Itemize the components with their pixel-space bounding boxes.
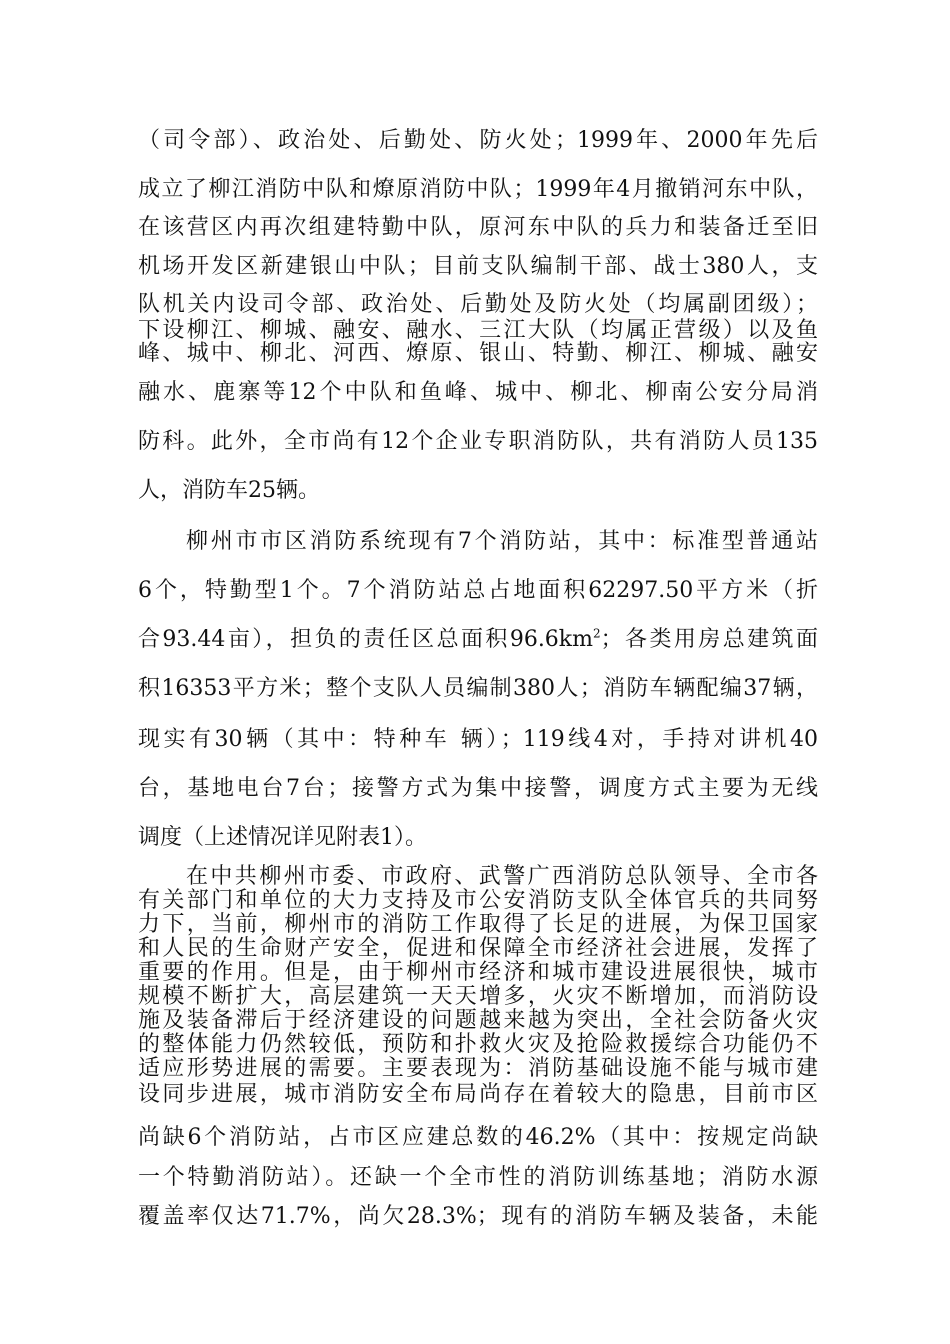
- text-line: 重要的作用。但是，由于柳州市经济和城市建设进展很快，城市: [138, 960, 818, 985]
- text-line: [138, 627, 818, 653]
- text-line: 机场开发区新建银山中队；目前支队编制干部、战士380人，支: [138, 254, 818, 279]
- text-line: 融水、鹿寨等12个中队和鱼峰、城中、柳北、柳南公安分局消: [138, 380, 818, 405]
- text-line: 尚缺6个消防站，占市区应建总数的46.2%（其中：按规定尚缺: [138, 1125, 818, 1150]
- text-line: 下设柳江、柳城、融安、融水、三江大队（均属正营级）以及鱼: [138, 318, 818, 343]
- text-line: 积16353平方米；整个支队人员编制380人；消防车辆配编37辆，: [138, 676, 818, 701]
- text-line: 人，消防车25辆。: [138, 478, 320, 503]
- text-line: 峰、城中、柳北、河西、燎原、银山、特勤、柳江、柳城、融安: [138, 341, 818, 366]
- text-line: 和人民的生命财产安全，促进和保障全市经济社会进展，发挥了: [138, 936, 818, 961]
- text-line: 覆盖率仅达71.7%，尚欠28.3%；现有的消防车辆及装备，未能: [138, 1204, 818, 1229]
- text-line: 力下，当前，柳州市的消防工作取得了长足的进展，为保卫国家: [138, 912, 818, 937]
- text-line: 适应形势进展的需要。主要表现为：消防基础设施不能与城市建: [138, 1056, 818, 1081]
- text-line: 台，基地电台7台；接警方式为集中接警，调度方式主要为无线: [138, 776, 818, 801]
- text-line: 现实有30辆（其中：特种车 辆）；119线4对，手持对讲机40: [138, 727, 818, 752]
- text-line: 队机关内设司令部、政治处、后勤处及防火处（均属副团级）；: [138, 292, 818, 317]
- paragraph-first-line: 柳州市市区消防系统现有7个消防站，其中：标准型普通站: [186, 529, 818, 554]
- text-line: 调度（上述情况详见附表1）。: [138, 825, 427, 850]
- paragraph-first-line: 在中共柳州市委、市政府、武警广西消防总队领导、全市各: [186, 864, 818, 889]
- text-line: 一个特勤消防站）。还缺一个全市性的消防训练基地；消防水源: [138, 1165, 818, 1190]
- text-segment: ；各类用房总建筑面: [600, 627, 818, 652]
- text-line: 规模不断扩大，高层建筑一天天增多，火灾不断增加，而消防设: [138, 984, 818, 1009]
- text-line: 设同步进展，城市消防安全布局尚存在着较大的隐患，目前市区: [138, 1082, 818, 1107]
- text-line: 防科。此外，全市尚有12个企业专职消防队，共有消防人员135: [138, 429, 818, 454]
- text-line: 的整体能力仍然较低，预防和扑救火灾及抢险救援综合功能仍不: [138, 1032, 818, 1057]
- text-line: 施及装备滞后于经济建设的问题越来越为突出，全社会防备火灾: [138, 1008, 818, 1033]
- superscript: 2: [593, 627, 601, 641]
- text-line: （司令部）、政治处、后勤处、防火处；1999年、2000年先后: [138, 128, 818, 153]
- text-line: 成立了柳江消防中队和燎原消防中队；1999年4月撤销河东中队，: [138, 177, 818, 202]
- text-line: 有关部门和单位的大力支持及市公安消防支队全体官兵的共同努: [138, 888, 818, 913]
- text-segment: 合93.44亩），担负的责任区总面积96.6km: [138, 627, 593, 652]
- text-line: 6个，特勤型1个。7个消防站总占地面积62297.50平方米（折: [138, 578, 818, 603]
- text-line: 在该营区内再次组建特勤中队，原河东中队的兵力和装备迁至旧: [138, 215, 818, 240]
